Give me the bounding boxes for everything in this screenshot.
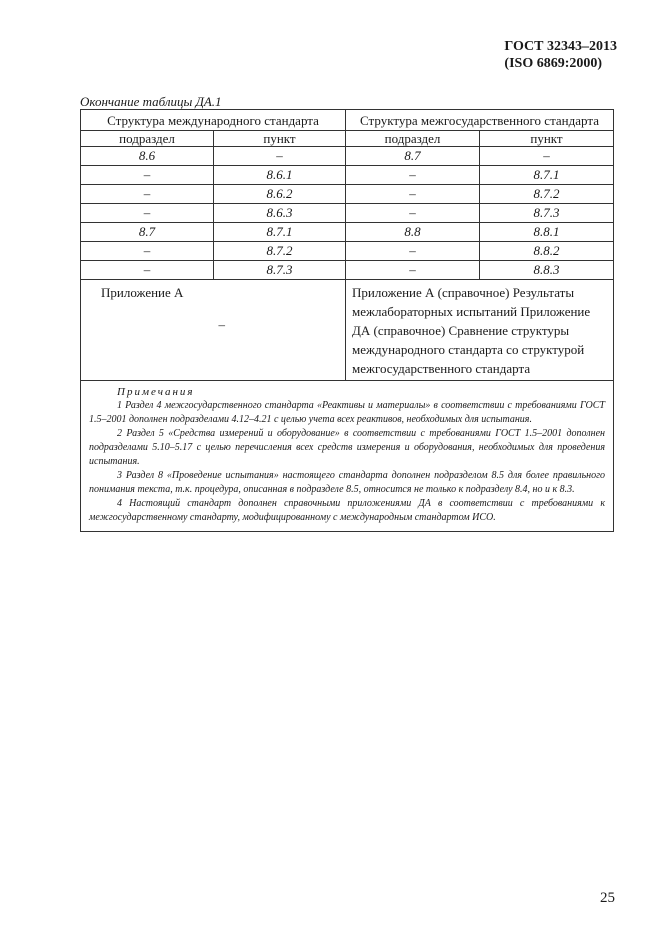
table-row xyxy=(81,185,614,204)
table-cell: – xyxy=(81,185,214,204)
sub-header-row xyxy=(81,131,614,147)
table-row xyxy=(81,204,614,223)
notes-heading: Примечания xyxy=(117,386,195,398)
table-cell: 8.6.1 xyxy=(214,166,346,185)
structure-comparison-table xyxy=(80,109,614,532)
document-header xyxy=(504,38,617,72)
note-paragraph: 1 Раздел 4 межгосударственного стандарта «Реактивы и материалы» в соответствии с требованиями ГОСТ 1.5–2001 дополнен подразделами 4.12–4.21 с целью учета всех реактивов, необходимых для испытания. xyxy=(89,400,605,425)
sub-header-cell: подраздел xyxy=(346,131,480,147)
page-number: 25 xyxy=(600,890,615,906)
table-cell: 8.7.3 xyxy=(214,261,346,280)
standard-number: ГОСТ 32343–2013 xyxy=(504,39,617,54)
appendix-interstate: Приложение А (справочное) Результаты межлабораторных испытаний Приложение ДА (справочное) Сравнение структуры международного стандарта со структурой межгосударственного стандарта xyxy=(346,280,614,381)
iso-reference: (ISO 6869:2000) xyxy=(504,56,603,71)
table-cell: 8.6 xyxy=(81,147,214,166)
appendix-international xyxy=(81,280,346,381)
group-header-row xyxy=(81,110,614,131)
table-caption: Окончание таблицы ДА.1 xyxy=(80,94,222,109)
group-header-interstate: Структура межгосударственного стандарта xyxy=(346,110,614,131)
table-cell: 8.7 xyxy=(346,147,480,166)
table-cell: 8.7.3 xyxy=(480,204,614,223)
table-row xyxy=(81,166,614,185)
table-row xyxy=(81,261,614,280)
table-cell: 8.7.2 xyxy=(480,185,614,204)
table-cell: – xyxy=(346,261,480,280)
table-cell: – xyxy=(81,166,214,185)
notes-row xyxy=(81,381,614,532)
table-cell: – xyxy=(81,261,214,280)
table-cell: 8.6.3 xyxy=(214,204,346,223)
note-paragraph: 4 Настоящий стандарт дополнен справочными приложениями ДА в соответствии с требованиями к межгосударственному стандарту, модифицированному с международным стандартом ИСО. xyxy=(89,498,605,523)
table-row xyxy=(81,242,614,261)
sub-header-cell: пункт xyxy=(480,131,614,147)
note-paragraph: 3 Раздел 8 «Проведение испытания» настоящего стандарта дополнен подразделом 8.5 для более правильного понимания текста, т.к. процедура, описанная в подразделе 8.5, относится не только к подразделу 8.4, но и к 8.3. xyxy=(89,470,605,495)
table-cell: – xyxy=(214,147,346,166)
appendix-dash: – xyxy=(218,317,225,332)
table-cell: 8.7.1 xyxy=(214,223,346,242)
table-cell: 8.7.2 xyxy=(214,242,346,261)
table-cell: – xyxy=(81,204,214,223)
notes-block xyxy=(81,381,614,532)
table-cell: – xyxy=(346,204,480,223)
table-cell: – xyxy=(346,166,480,185)
table-cell: – xyxy=(480,147,614,166)
table-cell: – xyxy=(81,242,214,261)
table-cell: 8.8.3 xyxy=(480,261,614,280)
table-cell: 8.8 xyxy=(346,223,480,242)
sub-header-cell: пункт xyxy=(214,131,346,147)
table-row xyxy=(81,147,614,166)
note-paragraph: 2 Раздел 5 «Средства измерений и оборудование» в соответствии с требованиями ГОСТ 1.5–2001 дополнен подразделами 5.10–5.17 с целью перечисления всех средств измерения и оборудования, необходимых для проведения испытания. xyxy=(89,428,605,467)
appendix-row xyxy=(81,280,614,381)
table-cell: – xyxy=(346,185,480,204)
group-header-international: Структура международного стандарта xyxy=(81,110,346,131)
table-cell: 8.6.2 xyxy=(214,185,346,204)
table-cell: 8.7.1 xyxy=(480,166,614,185)
table-cell: 8.8.1 xyxy=(480,223,614,242)
table-row xyxy=(81,223,614,242)
appendix-a-title: Приложение А xyxy=(101,285,184,300)
table-cell: 8.7 xyxy=(81,223,214,242)
table-cell: 8.8.2 xyxy=(480,242,614,261)
table-cell: – xyxy=(346,242,480,261)
sub-header-cell: подраздел xyxy=(81,131,214,147)
